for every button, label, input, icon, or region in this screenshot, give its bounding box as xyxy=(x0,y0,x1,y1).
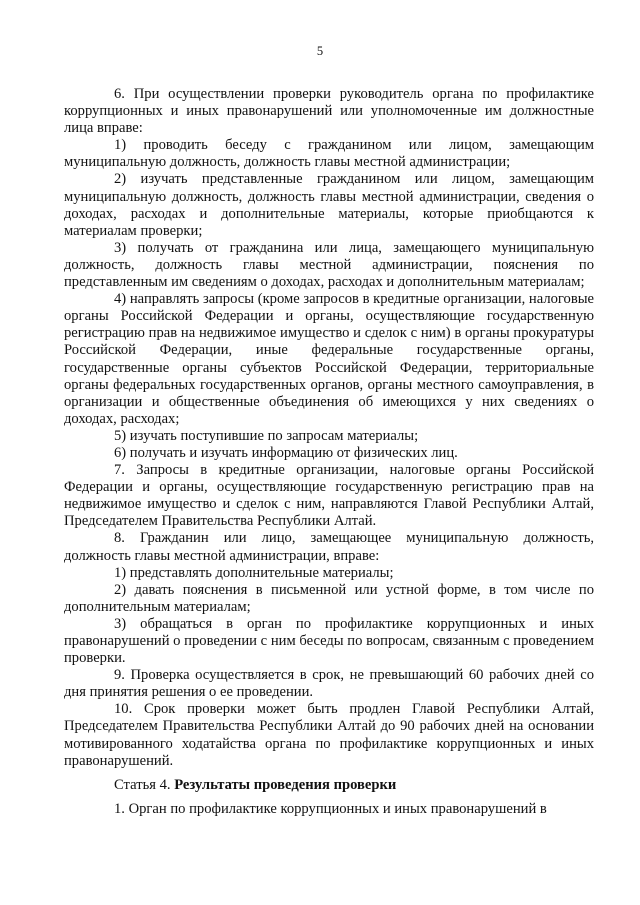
rights-item-1: 1) представлять дополнительные материалы; xyxy=(114,564,394,581)
paragraph-8: 8. Гражданин или лицо, замещающее муниципальную должность, должность главы местной администрации, вправе: xyxy=(64,530,594,564)
article-heading xyxy=(64,777,594,794)
rights-item-2: 2) давать пояснения в письменной или устной форме, в том числе по дополнительным материалам; xyxy=(64,581,594,615)
document-body xyxy=(64,86,594,818)
article-label: Статья 4. xyxy=(114,776,171,793)
paragraph-9: 9. Проверка осуществляется в срок, не превышающий 60 рабочих дней со дня принятия решения о ее проведении. xyxy=(64,667,594,701)
list-item-3: 3) получать от гражданина или лица, замещающего муниципальную должность, должность главы местной администрации, пояснения по представленным им сведениям о доходах, расходах и дополнительным материалам; xyxy=(64,239,594,291)
paragraph-10: 10. Срок проверки может быть продлен Главой Республики Алтай, Председателем Правительства Республики Алтай до 90 рабочих дней на основании мотивированного ходатайства органа по профилактике коррупционных и иных правонарушений. xyxy=(64,701,594,769)
article-paragraph-1: 1. Орган по профилактике коррупционных и иных правонарушений в xyxy=(114,800,547,817)
article-title: Результаты проведения проверки xyxy=(174,776,397,793)
list-item-2: 2) изучать представленные гражданином или лицом, замещающим муниципальную должность, должность главы местной администрации, сведения о доходах, расходах и дополнительные материалы, которые приобщаются к материалам проверки; xyxy=(64,171,594,239)
paragraph-6: 6. При осуществлении проверки руководитель органа по профилактике коррупционных и иных правонарушений или уполномоченные им должностные лица вправе: xyxy=(64,86,594,137)
page-number: 5 xyxy=(316,44,324,58)
rights-item-3: 3) обращаться в орган по профилактике коррупционных и иных правонарушений о проведении с ним беседы по вопросам, связанным с проведением проверки. xyxy=(64,615,594,667)
list-item-1: 1) проводить беседу с гражданином или лицом, замещающим муниципальную должность, должность главы местной администрации; xyxy=(64,137,594,171)
list-item-4: 4) направлять запросы (кроме запросов в кредитные организации, налоговые органы Российской Федерации и органы, осуществляющие государственную регистрацию прав на недвижимое имущество и сделок с ним) в органы прокуратуры Российской Федерации, иные федеральные государственные органы, государственные органы субъектов Российской Федерации, территориальные органы федеральных государственных органов, органы местного самоуправления, в организации и общественные объединения об имеющихся у них сведениях о доходах, расходах; xyxy=(64,291,594,427)
list-item-6: 6) получать и изучать информацию от физических лиц. xyxy=(114,444,458,461)
list-item-5: 5) изучать поступившие по запросам материалы; xyxy=(114,427,419,444)
paragraph-7: 7. Запросы в кредитные организации, налоговые органы Российской Федерации и органы, осуществляющие государственную регистрацию прав на недвижимое имущество и сделок с ним, направляются Главой Республики Алтай, Председателем Правительства Республики Алтай. xyxy=(64,462,594,530)
